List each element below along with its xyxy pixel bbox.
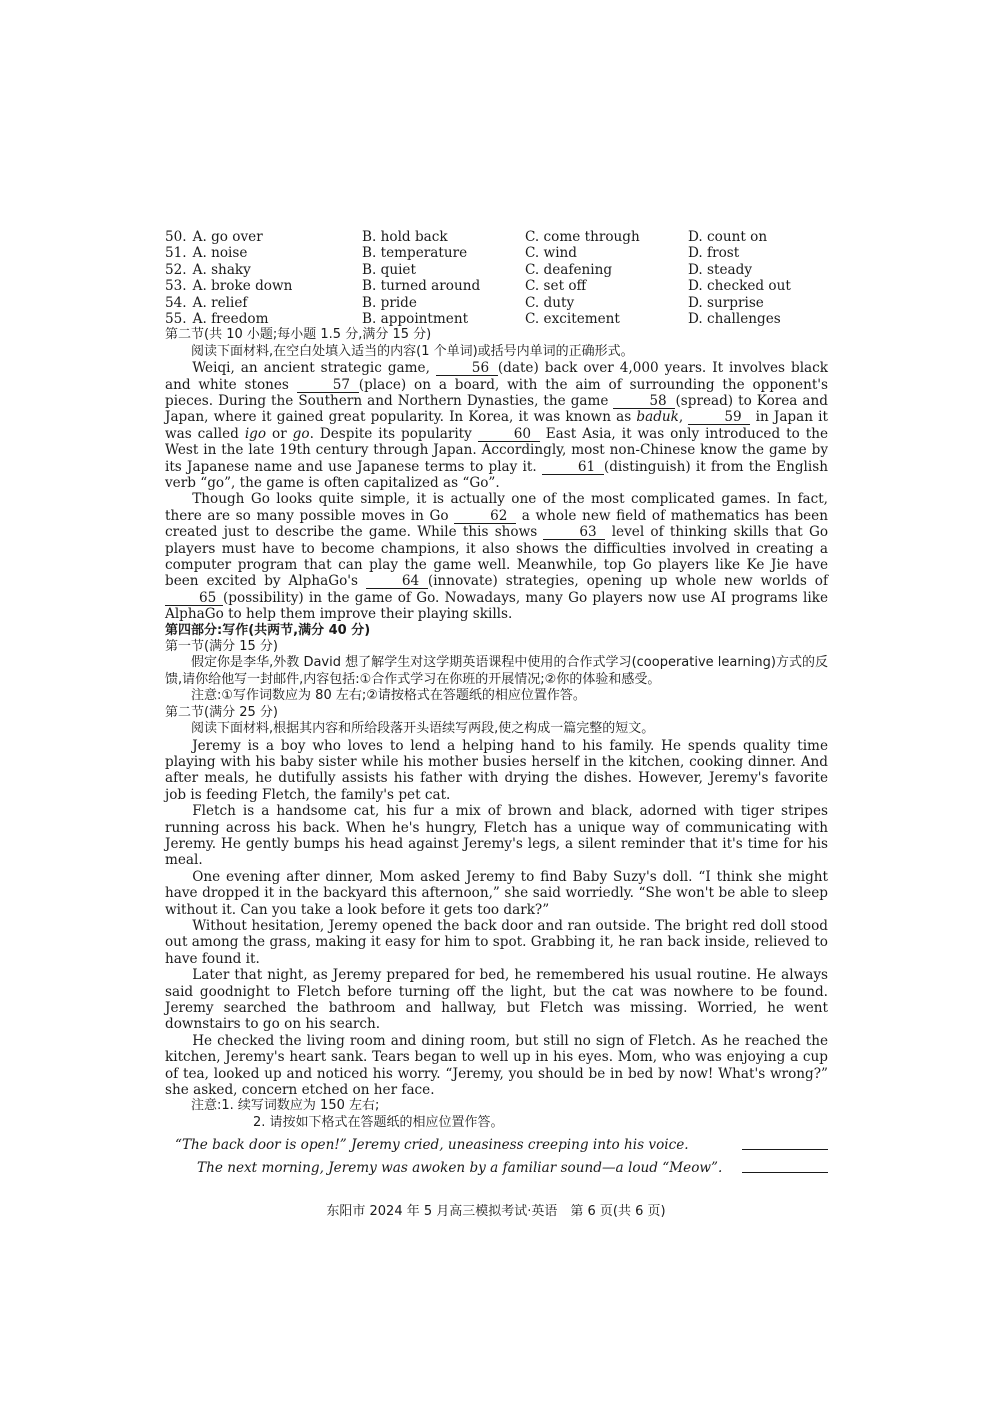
option-a: 50. bbox=[165, 229, 187, 245]
text: East Asia, it was only introduced to the West in the late 19th century through Japan. Accordingly, most non-Chinese know the game by its Japanese name and use Japanese terms to play it. bbox=[165, 425, 829, 475]
weiqi-paragraph-1 bbox=[165, 360, 828, 491]
writing-section2-instruction: 阅读下面材料,根据其内容和所给段落开头语续写两段,使之构成一篇完整的短文。 bbox=[191, 721, 655, 737]
option-row bbox=[165, 295, 828, 311]
option-b[interactable]: B. quiet bbox=[362, 261, 416, 278]
answer-line-1[interactable] bbox=[742, 1137, 828, 1150]
option-b[interactable]: B. pride bbox=[362, 294, 417, 311]
text: or bbox=[266, 425, 293, 442]
option-c[interactable]: C. deafening bbox=[525, 261, 613, 278]
weiqi-paragraph-2 bbox=[165, 491, 828, 622]
option-a: 52. bbox=[165, 261, 187, 278]
option-b[interactable]: B. appointment bbox=[362, 310, 469, 327]
option-d[interactable]: D. challenges bbox=[688, 310, 781, 327]
writing-section1-heading: 第一节(满分 15 分) bbox=[165, 639, 278, 655]
blank-60[interactable]: 60 bbox=[478, 427, 540, 442]
story-paragraph-4: Without hesitation, Jeremy opened the back door and ran outside. The bright red doll stood out among the grass, making it easy for him to spot. Grabbing it, he ran back inside, relieved to have found it. bbox=[165, 917, 828, 967]
option-d[interactable]: D. frost bbox=[688, 245, 740, 262]
option-b[interactable]: B. temperature bbox=[362, 245, 468, 262]
text: (place) on a board, with the aim of surrounding the opponent's pieces. During the Southern and Northern Dynasties, the game bbox=[165, 376, 829, 409]
term-go: go bbox=[292, 425, 310, 442]
answer-line-2[interactable] bbox=[742, 1160, 828, 1173]
option-a: 51. bbox=[165, 245, 187, 262]
lead-sentence-2: The next morning, Jeremy was awoken by a familiar sound—a loud “Meow”. bbox=[197, 1159, 723, 1176]
blank-58[interactable]: 58 bbox=[613, 394, 675, 409]
blank-65[interactable]: 65 bbox=[165, 591, 223, 606]
text: . Despite its popularity bbox=[309, 425, 478, 442]
option-a-text[interactable]: A. broke down bbox=[192, 278, 293, 295]
blank-63[interactable]: 63 bbox=[543, 525, 605, 540]
text: , bbox=[678, 409, 689, 426]
options-list bbox=[165, 229, 828, 327]
option-b[interactable]: B. hold back bbox=[362, 229, 448, 245]
option-d[interactable]: D. count on bbox=[688, 229, 768, 245]
text: in Japan it was called bbox=[165, 409, 828, 442]
writing-section2-heading: 第二节(满分 25 分) bbox=[165, 704, 278, 720]
option-d[interactable]: D. steady bbox=[688, 261, 753, 278]
part4-heading: 第四部分:写作(共两节,满分 40 分) bbox=[165, 622, 371, 638]
page-footer: 东阳市 2024 年 5 月高三模拟考试·英语 第 6 页(共 6 页) bbox=[326, 1204, 666, 1219]
text: Weiqi, an ancient strategic game, bbox=[192, 360, 436, 377]
option-c[interactable]: C. duty bbox=[525, 294, 575, 311]
story-paragraph-5: Later that night, as Jeremy prepared for bed, he remembered his usual routine. He always said goodnight to Fletch before turning off the light, but the cat was nowhere to be found. Jeremy searched the bathroom and hallway, but Fletch was missing. Worried, he went downstairs to go on his search. bbox=[165, 967, 828, 1033]
option-row bbox=[165, 262, 828, 278]
option-a-cell bbox=[165, 262, 362, 278]
blank-57[interactable]: 57 bbox=[297, 378, 359, 393]
blank-56[interactable]: 56 bbox=[436, 361, 498, 376]
term-igo: igo bbox=[244, 425, 267, 442]
story-paragraph-6: He checked the living room and dining room, but still no sign of Fletch. As he reached the kitchen, Jeremy's heart sank. Tears began to well up in his eyes. Mom, who was enjoying a cup of tea, looked up and noticed his worry. “Jeremy, you should be in bed by now! What's wrong?” she asked, concern etched on her face. bbox=[165, 1032, 828, 1099]
option-a-cell bbox=[165, 245, 362, 261]
lead-sentence-1: “The back door is open!” Jeremy cried, uneasiness creeping into his voice. bbox=[175, 1137, 689, 1154]
option-a-cell bbox=[165, 229, 362, 245]
option-a-cell bbox=[165, 278, 362, 294]
text: (spread) to Korea and Japan, where it gained great popularity. In Korea, it was known as bbox=[165, 392, 828, 426]
option-row bbox=[165, 278, 828, 294]
blank-64[interactable]: 64 bbox=[366, 574, 428, 589]
story-paragraph-3: One evening after dinner, Mom asked Jeremy to find Baby Suzy's doll. “I think she might have dropped it in the backyard this afternoon,” she said worriedly. “She won't be able to sleep without it. Can you take a look before it gets too dark?” bbox=[165, 868, 828, 918]
option-a-cell bbox=[165, 311, 362, 327]
option-row bbox=[165, 311, 828, 327]
text: (innovate) strategies, opening up whole new worlds of bbox=[427, 573, 828, 590]
option-a-text[interactable]: A. go over bbox=[192, 229, 263, 245]
option-a-text[interactable]: A. freedom bbox=[192, 310, 269, 327]
option-a-text[interactable]: A. shaky bbox=[192, 261, 251, 278]
option-c[interactable]: C. set off bbox=[525, 278, 587, 295]
term-baduk: baduk bbox=[636, 409, 679, 426]
blank-62[interactable]: 62 bbox=[454, 509, 516, 524]
continuation-note-1: 注意:1. 续写词数应为 150 左右; bbox=[191, 1098, 380, 1114]
lead-sentence-2-row bbox=[165, 1160, 828, 1176]
section2-instruction: 阅读下面材料,在空白处填入适当的内容(1 个单词)或括号内单词的正确形式。 bbox=[191, 343, 634, 359]
option-d[interactable]: D. surprise bbox=[688, 294, 764, 311]
option-row bbox=[165, 245, 828, 261]
option-a: 53. bbox=[165, 278, 187, 295]
text: (date) back over 4,000 years. It involves black and white stones bbox=[165, 360, 828, 393]
option-row bbox=[165, 229, 828, 245]
option-a-text[interactable]: A. relief bbox=[192, 294, 248, 311]
writing-section1-task: 假定你是李华,外教 David 想了解学生对这学期英语课程中使用的合作式学习(cooperative learning)方式的反馈,请你给他写一封邮件,内容包括:①合作式学习在你班的开展情况;②你的体验和感受。 bbox=[165, 655, 828, 687]
blank-61[interactable]: 61 bbox=[542, 460, 604, 475]
lead-sentence-1-row bbox=[165, 1137, 828, 1153]
option-b[interactable]: B. turned around bbox=[362, 278, 481, 295]
story-paragraph-1: Jeremy is a boy who loves to lend a helping hand to his family. He spends quality time playing with his baby sister while his mother busies herself in the kitchen, cooking dinner. And after meals, he dutifully assists his father with drying the dishes. However, Jeremy's favorite job is feeding Fletch, the family's pet cat. bbox=[165, 737, 828, 803]
exam-page bbox=[165, 229, 828, 1176]
option-a-cell bbox=[165, 295, 362, 311]
continuation-note-2: 2. 请按如下格式在答题纸的相应位置作答。 bbox=[253, 1114, 504, 1130]
option-d[interactable]: D. checked out bbox=[688, 278, 791, 295]
text: Though Go looks quite simple, it is actually one of the most complicated games. In fact, there are so many possible moves in Go bbox=[165, 491, 828, 524]
text: (distinguish) it from the English verb “go”, the game is often capitalized as “Go”. bbox=[165, 458, 828, 491]
text: a whole new field of mathematics has been created just to describe the game. While this shows bbox=[165, 507, 828, 541]
text: (possibility) in the game of Go. Nowadays, many Go players now use AI programs like AlphaGo to help them improve their playing skills. bbox=[165, 589, 828, 623]
option-a-text[interactable]: A. noise bbox=[192, 245, 248, 262]
blank-59[interactable]: 59 bbox=[688, 410, 750, 425]
option-c[interactable]: C. wind bbox=[525, 245, 577, 262]
option-c[interactable]: C. come through bbox=[525, 229, 640, 245]
story-paragraph-2: Fletch is a handsome cat, his fur a mix of brown and black, adorned with tiger stripes running across his back. When he's hungry, Fletch has a unique way of communicating with Jeremy. He gently bumps his head against Jeremy's legs, a silent reminder that it's time for his meal. bbox=[165, 803, 828, 869]
writing-section1-note: 注意:①写作词数应为 80 左右;②请按格式在答题纸的相应位置作答。 bbox=[191, 688, 586, 704]
option-a: 54. bbox=[165, 294, 187, 311]
option-c[interactable]: C. excitement bbox=[525, 310, 620, 327]
option-a: 55. bbox=[165, 310, 187, 327]
section2-heading: 第二节(共 10 小题;每小题 1.5 分,满分 15 分) bbox=[165, 327, 432, 343]
text: level of thinking skills that Go players must have to become champions, it also shows the difficulties involved in creating a computer program that can play the game well. Meanwhile, top Go players like Ke Jie have been excited by AlphaGo's bbox=[165, 524, 828, 590]
